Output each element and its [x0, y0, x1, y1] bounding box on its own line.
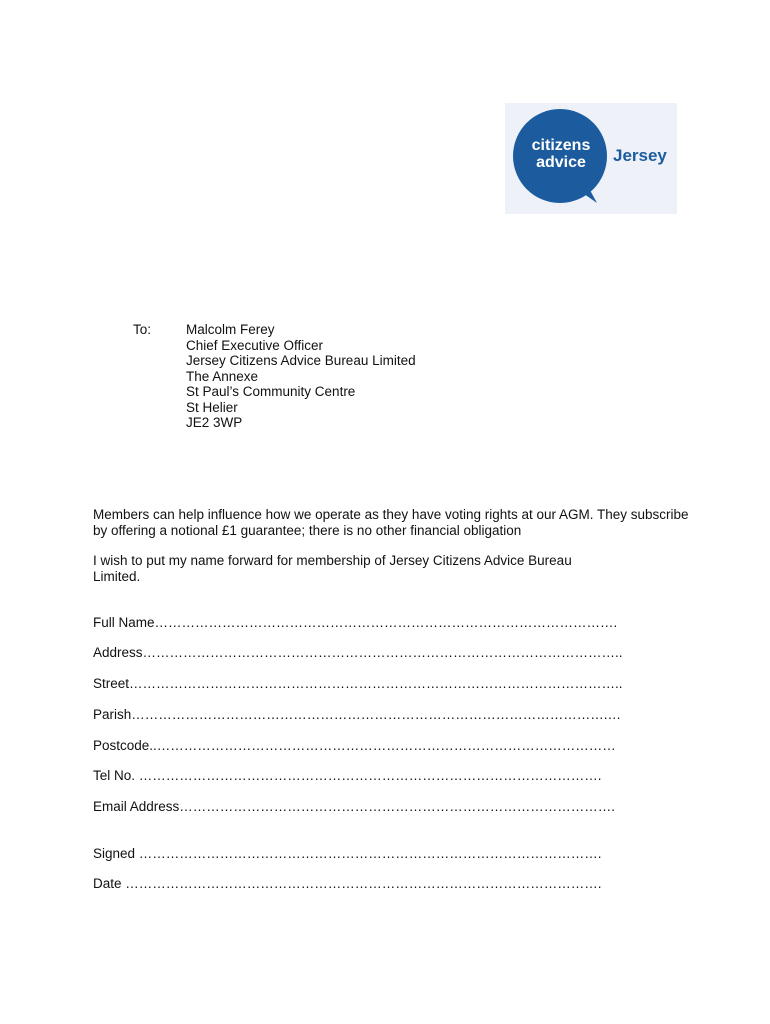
citizens-advice-jersey-logo: [505, 103, 677, 214]
membership-info-paragraph: Members can help influence how we operate as they have voting rights at our AGM. They subscribe by offering a notional £1 guarantee; there is no other financial obligation: [93, 507, 689, 538]
address-label: To:: [133, 322, 152, 337]
address-line: St Helier: [186, 399, 238, 415]
street-field[interactable]: Street………………………………………………………………………………………………..: [93, 676, 623, 691]
signature-field[interactable]: Signed ………………………………………………………………………………………….: [93, 846, 602, 861]
address-line: The Annexe: [186, 368, 259, 384]
postcode-field[interactable]: Postcode..…………………………………………………………………………………………: [93, 738, 616, 753]
recipient-address: [186, 322, 416, 431]
address-line: Jersey Citizens Advice Bureau Limited: [186, 353, 416, 368]
address-line: Chief Executive Officer: [186, 337, 324, 353]
address-line: JE2 3WP: [186, 415, 243, 430]
date-field[interactable]: Date …………………………………………………………………………………………….: [93, 876, 602, 891]
address-line: St Paul’s Community Centre: [186, 384, 356, 399]
logo-wordmark: [515, 137, 607, 171]
email-field[interactable]: Email Address…………………………………………………………………………………….: [93, 799, 616, 814]
tel-field[interactable]: Tel No. ………………………………………………………………………………………….: [93, 768, 602, 783]
parish-field[interactable]: Parish…………………………………………………………………………………………….…: [93, 707, 622, 722]
logo-line-citizens: citizens: [531, 137, 591, 154]
address-field[interactable]: Address……………………………………………………………………………………………..: [93, 645, 623, 660]
full-name-field[interactable]: Full Name………………………………………………………………………………………….: [93, 615, 618, 630]
logo-line-advice: advice: [536, 154, 586, 171]
logo-region: Jersey: [613, 146, 667, 165]
membership-request-paragraph: I wish to put my name forward for membership of Jersey Citizens Advice Bureau Limited.: [93, 553, 572, 584]
address-line: Malcolm Ferey: [186, 322, 275, 337]
